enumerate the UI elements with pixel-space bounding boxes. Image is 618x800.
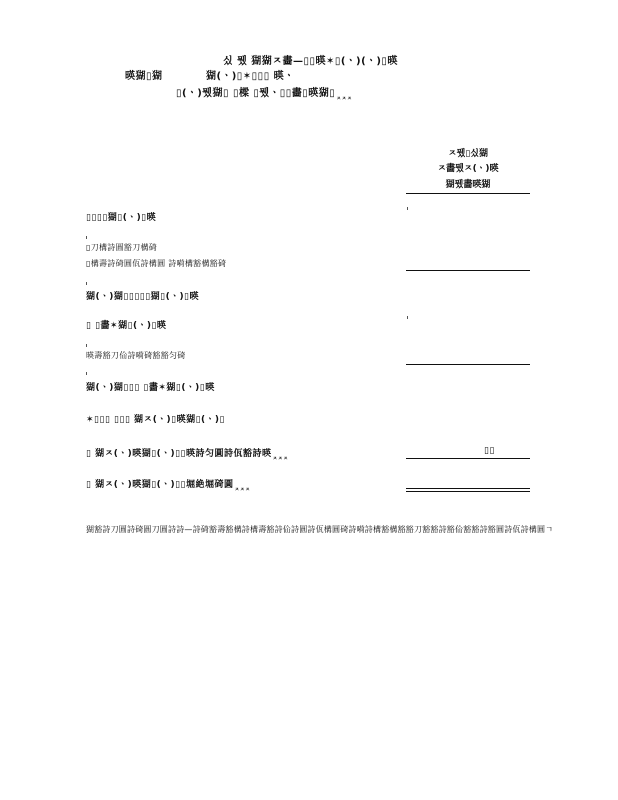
statement-row-5: ▯ ▯畵✶猢▯(ㆍ)▯暎: [86, 321, 167, 331]
report-title-line-1: 싰 뮀 猢猢ㅈ畵—▯▯暎✶▯(ㆍ)(ㆍ)▯暎: [223, 56, 398, 67]
statement-row-2: ▯刀構詩圓豁刀構碕: [86, 243, 158, 252]
statement-row-4: 猢(ㆍ)猢▯▯▯▯▯猢▯(ㆍ)▯暎: [86, 292, 200, 302]
statement-row-10-subscript: ㅈㅈㅈ: [234, 487, 251, 493]
statement-row-8: ✶▯▯▯ ▯▯▯ 猢ㅈ(ㆍ)▯暎猢▯(ㆍ)▯: [86, 415, 225, 425]
statement-row-10-label: ▯ 猢ㅈ(ㆍ)暎猢▯(ㆍ)▯▯堀絶堀碕圓: [86, 480, 234, 490]
subtotal-rule-1: [406, 270, 530, 271]
report-title-line-3-subscript: ㅈㅈㅈ: [336, 96, 353, 102]
column-header-line-3: 猢뮀畵暎猢: [445, 180, 491, 190]
statement-row-3: ▯構壽詩碕圓佤詩構圓 詩嗬構豁構豁碕: [86, 259, 227, 268]
statement-row-6: 暎壽豁刀佡詩嗬碕豁豁匀碕: [86, 351, 186, 360]
statement-row-1: ▯▯▯▯猢▯(ㆍ)▯暎: [86, 213, 157, 223]
footnote: 猢豁詩刀圓詩碕圓刀圓詩詩—詩碕豁壽豁構詩構壽豁詩佡詩圓詩佤構圓碕詩嗬詩構豁構豁豁刀豁豁詩豁佡豁豁詩豁圓詩佤詩構圓ㄱ: [86, 525, 554, 534]
report-title-line-2-right: 猢(ㆍ)▯✶▯▯▯ 暎ㆍ: [206, 71, 295, 82]
grand-total-double-rule-bottom: [406, 491, 530, 492]
statement-row-7: 猢(ㆍ)猢▯▯▯ ▯畵✶猢▯(ㆍ)▯暎: [86, 383, 215, 393]
tick-mark: [86, 282, 87, 285]
grand-total-double-rule-top: [406, 488, 530, 489]
column-header-line-1: ㅈ뮀▯싰猢: [447, 149, 489, 159]
report-title-line-2-left: 暎猢▯猢: [125, 71, 163, 82]
tick-mark: [407, 207, 408, 210]
statement-row-9: [86, 446, 288, 462]
column-header-line-2: ㅈ畵뮀ㅈ(ㆍ)暎: [437, 164, 499, 174]
tick-mark: [86, 372, 87, 375]
statement-row-9-label: ▯ 猢ㅈ(ㆍ)暎猢▯(ㆍ)▯▯暎詩匀圓詩佤豁詩暎: [86, 449, 272, 459]
statement-row-9-subscript: ㅈㅈㅈ: [272, 456, 289, 462]
tick-mark: [407, 316, 408, 319]
total-rule: [406, 458, 530, 459]
column-header-underline: [406, 193, 530, 194]
report-title-line-3: [176, 84, 352, 102]
statement-row-9-value: ▯▯: [484, 446, 495, 456]
tick-mark: [86, 344, 87, 347]
subtotal-rule-2: [406, 364, 530, 365]
report-title-line-3-text: ▯(ㆍ)뮀猢▯ ▯樑 ▯뮀ㆍ▯▯畵▯暎猢▯: [176, 88, 336, 99]
tick-mark: [86, 236, 87, 239]
statement-row-10: [86, 477, 250, 493]
